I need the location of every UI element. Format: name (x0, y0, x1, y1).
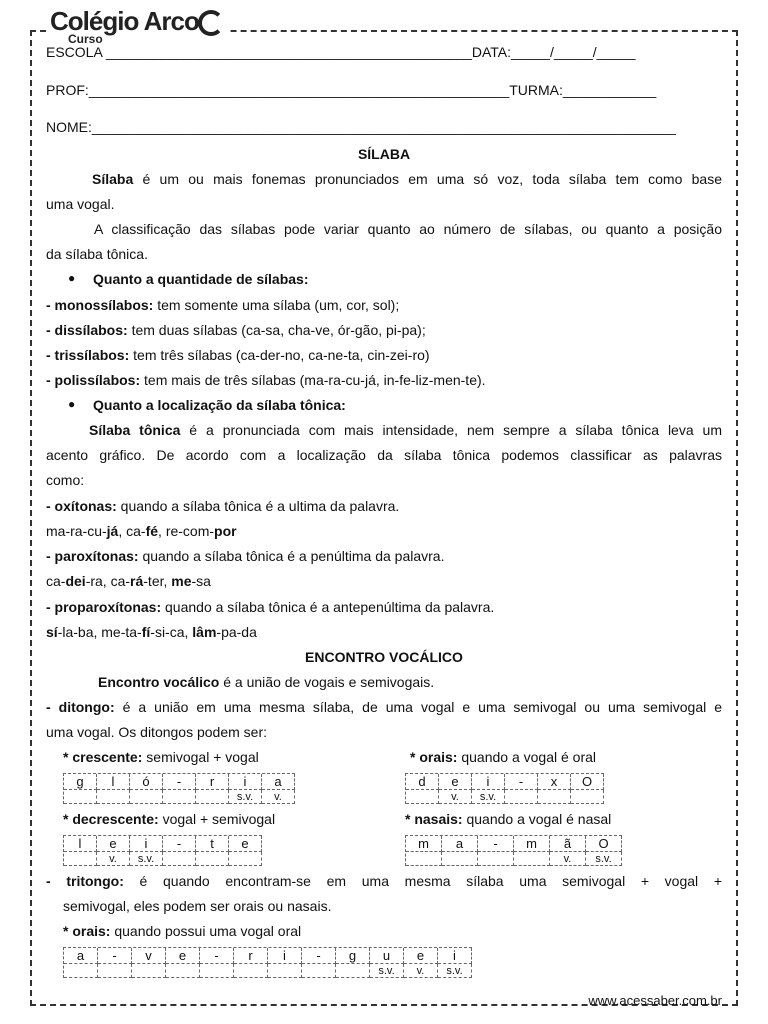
syllable-cell: i (472, 774, 505, 790)
syllable-cell: - (200, 948, 234, 964)
syllable-cell: v (132, 948, 166, 964)
syllable-cell: - (163, 836, 196, 852)
syllable-grid-leite (63, 835, 262, 866)
stressed-syllable-line2: acento gráfico. De acordo com a localização da sílaba tônica podemos classificar as palavras (46, 447, 722, 463)
syllable-cell: a (262, 774, 295, 790)
vowel-type-cell (406, 852, 442, 866)
syllable-cell: O (571, 774, 604, 790)
oxytones: - oxítonas: quando a sílaba tônica é a ultima da palavra. (46, 498, 400, 514)
nasal-diphthong: * nasais: quando a vogal é nasal (405, 811, 612, 827)
oral-diphthong: * orais: quando a vogal é oral (410, 749, 597, 765)
vowel-type-cell (163, 852, 196, 866)
syllable-grid-gloria (63, 773, 295, 804)
vowel-type-cell (130, 790, 163, 804)
stressed-syllable-line3: como: (46, 472, 85, 488)
teacher-field: PROF:______________________________________________________TURMA:____________ (46, 82, 657, 98)
vowel-type-cell (514, 852, 550, 866)
vowel-type-cell (229, 852, 262, 866)
vowel-type-cell (97, 790, 130, 804)
title: SÍLABA (357, 146, 411, 162)
syllable-cell: i (438, 948, 472, 964)
syllable-cell: e (439, 774, 472, 790)
school-logo: Colégio Arco Curso (50, 6, 230, 46)
vowel-type-cell (98, 964, 132, 978)
syllable-cell: d (406, 774, 439, 790)
syllable-cell: i (229, 774, 262, 790)
vowel-type-cell (505, 790, 538, 804)
vowel-type-cell: v. (550, 852, 586, 866)
bullet-icon: ● (68, 271, 76, 285)
bullet-icon: ● (68, 397, 76, 411)
vowel-type-cell: v. (439, 790, 472, 804)
vowel-type-cell (64, 790, 97, 804)
logo-ring-icon (198, 10, 224, 36)
bullet-2: Quanto a localização da sílaba tônica: (93, 397, 346, 413)
disyllables: - dissílabos: tem duas sílabas (ca-sa, cha-ve, ór-gão, pi-pa); (46, 322, 426, 338)
syllable-cell: t (196, 836, 229, 852)
school-field: ESCOLA _______________________________________________DATA:_____/_____/_____ (46, 44, 636, 60)
proparoxytone-examples: sí-la-ba, me-ta-fí-si-ca, lâm-pa-da (46, 624, 257, 640)
syllable-cell: g (336, 948, 370, 964)
syllable-cell: ã (550, 836, 586, 852)
diphthong-def: - ditongo: é a união em uma mesma sílaba, de uma vogal e uma semivogal ou uma semivogal e (46, 699, 722, 715)
vowel-type-cell: v. (262, 790, 295, 804)
syllable-grid-averiguei (63, 947, 472, 978)
trisyllables: - trissílabos: tem três sílabas (ca-der-no, ca-ne-ta, cin-zei-ro) (46, 347, 430, 363)
triphthong-def: - tritongo: é quando encontram-se em uma mesma sílaba uma semivogal + vogal + (46, 873, 722, 889)
vowel-type-cell: s.v. (472, 790, 505, 804)
vowel-type-cell (200, 964, 234, 978)
vowel-type-cell (442, 852, 478, 866)
oral-triphthong: * orais: quando possui uma vogal oral (63, 923, 302, 939)
vowel-type-cell (163, 790, 196, 804)
syllable-cell: i (268, 948, 302, 964)
syllable-grid-mamao (405, 835, 622, 866)
paragraph-1-line2: uma vogal. (46, 196, 115, 212)
stressed-syllable-def: Sílaba tônica é a pronunciada com mais intensidade, nem sempre a sílaba tônica leva um (89, 422, 722, 438)
title-vowel-encounter: ENCONTRO VOCÁLICO (305, 649, 463, 665)
syllable-cell: - (163, 774, 196, 790)
syllable-cell: - (505, 774, 538, 790)
vowel-type-cell (538, 790, 571, 804)
syllable-cell: m (514, 836, 550, 852)
vowel-type-cell: s.v. (229, 790, 262, 804)
vowel-type-cell: s.v. (438, 964, 472, 978)
syllable-cell: e (404, 948, 438, 964)
vowel-type-cell (268, 964, 302, 978)
falling-diphthong: * decrescente: vogal + semivogal (63, 811, 276, 827)
bullet-1: Quanto a quantidade de sílabas: (93, 271, 309, 287)
syllable-cell: u (370, 948, 404, 964)
vowel-type-cell (234, 964, 268, 978)
syllable-cell: ó (130, 774, 163, 790)
triphthong-line2: semivogal, eles podem ser orais ou nasais. (63, 898, 332, 914)
paragraph-1: Sílaba é um ou mais fonemas pronunciados em uma só voz, toda sílaba tem como base (92, 171, 722, 187)
syllable-cell: l (64, 836, 97, 852)
syllable-cell: l (97, 774, 130, 790)
syllable-cell: r (196, 774, 229, 790)
diphthong-line2: uma vogal. Os ditongos podem ser: (46, 724, 268, 740)
vowel-type-cell (64, 964, 98, 978)
polysyllables: - polissílabos: tem mais de três sílabas (ma-ra-cu-já, in-fe-liz-men-te). (46, 372, 486, 388)
syllable-cell: a (442, 836, 478, 852)
footer-url: www.acessaber.com.br (588, 993, 722, 1008)
syllable-cell: a (64, 948, 98, 964)
monosyllables: - monossílabos: tem somente uma sílaba (um, cor, sol); (46, 297, 400, 313)
vowel-type-cell (132, 964, 166, 978)
paroxytones: - paroxítonas: quando a sílaba tônica é a penúltima da palavra. (46, 548, 445, 564)
syllable-cell: r (234, 948, 268, 964)
paragraph-2-line2: da sílaba tônica. (46, 246, 148, 262)
paragraph-2: A classificação das sílabas pode variar quanto ao número de sílabas, ou quanto a posição (94, 221, 722, 237)
syllable-cell: e (229, 836, 262, 852)
vowel-type-cell (196, 790, 229, 804)
proparoxytones: - proparoxítonas: quando a sílaba tônica é a antepenúltima da palavra. (46, 599, 495, 615)
name-field: NOME:___________________________________________________________________________ (46, 119, 676, 135)
vowel-type-cell: v. (97, 852, 130, 866)
vowel-type-cell (336, 964, 370, 978)
paroxytone-examples: ca-dei-ra, ca-rá-ter, me-sa (46, 573, 211, 589)
syllable-cell: m (406, 836, 442, 852)
vowel-type-cell: s.v. (130, 852, 163, 866)
vowel-type-cell (571, 790, 604, 804)
vowel-type-cell: s.v. (586, 852, 622, 866)
vowel-type-cell (478, 852, 514, 866)
vowel-type-cell (406, 790, 439, 804)
syllable-cell: O (586, 836, 622, 852)
vowel-encounter-def: Encontro vocálico é a união de vogais e semivogais. (98, 674, 435, 690)
syllable-cell: e (166, 948, 200, 964)
vowel-type-cell: s.v. (370, 964, 404, 978)
syllable-cell: - (302, 948, 336, 964)
rising-diphthong: * crescente: semivogal + vogal (63, 749, 259, 765)
oxytone-examples: ma-ra-cu-já, ca-fé, re-com-por (46, 523, 237, 539)
syllable-cell: - (98, 948, 132, 964)
syllable-cell: e (97, 836, 130, 852)
vowel-type-cell: v. (404, 964, 438, 978)
vowel-type-cell (166, 964, 200, 978)
syllable-cell: g (64, 774, 97, 790)
vowel-type-cell (64, 852, 97, 866)
syllable-grid-deixo (405, 773, 604, 804)
vowel-type-cell (196, 852, 229, 866)
syllable-cell: x (538, 774, 571, 790)
vowel-type-cell (302, 964, 336, 978)
syllable-cell: - (478, 836, 514, 852)
syllable-cell: i (130, 836, 163, 852)
